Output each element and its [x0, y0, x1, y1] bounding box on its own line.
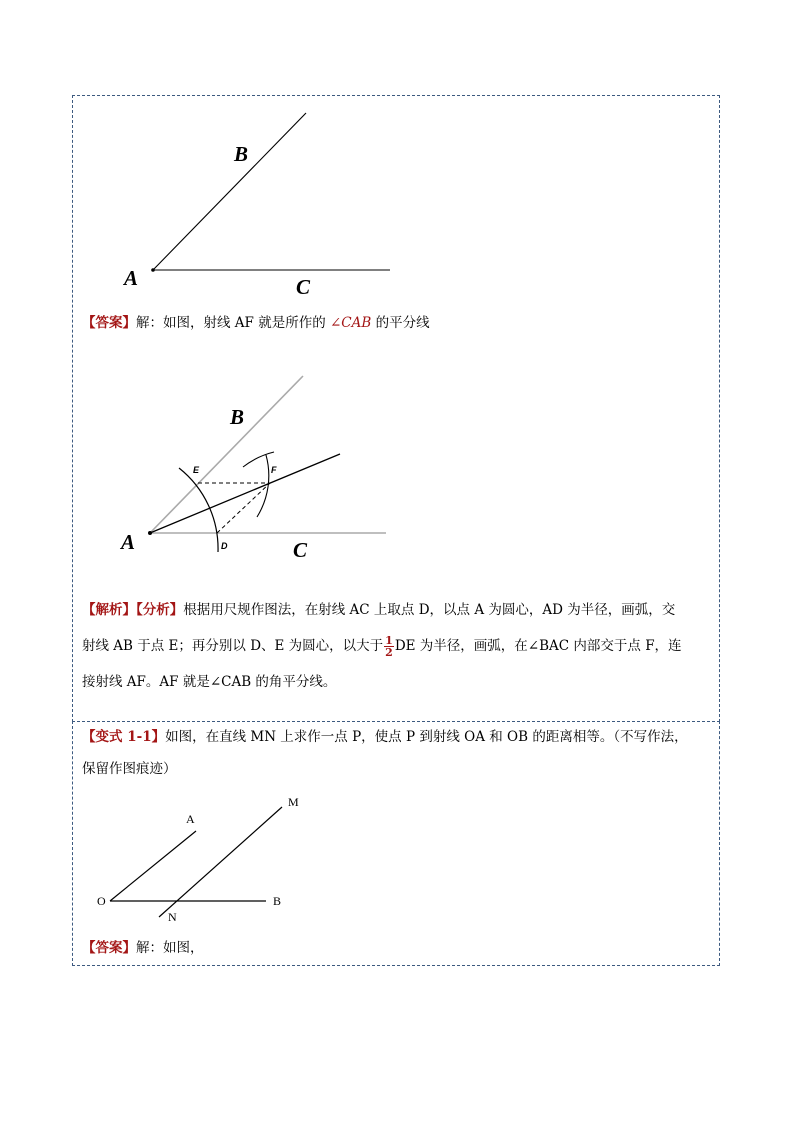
label-n: N — [168, 910, 177, 924]
fraction-one-half — [384, 635, 394, 658]
arc-centered-d — [243, 452, 274, 467]
analysis-line-2 — [82, 628, 714, 664]
fraction-numerator: 1 — [385, 634, 393, 647]
answer-text: 解：如图，射线 AF 就是所作的 — [136, 315, 326, 331]
analysis-line-1 — [82, 592, 714, 628]
analysis-text-2a: 射线 AB 于点 E；再分别以 D、E 为圆心，以大于 — [82, 638, 384, 654]
ray-ab — [150, 376, 303, 533]
variant-paragraph — [82, 721, 714, 785]
label-c: C — [296, 275, 311, 299]
analysis-subtag: 【分析】 — [136, 602, 184, 618]
label-o: O — [97, 894, 106, 908]
vertex-a-point — [151, 268, 155, 272]
label-b: B — [230, 405, 245, 429]
figure-angle-bisector — [118, 372, 393, 562]
vertex-a-point — [148, 531, 152, 535]
label-m: M — [288, 795, 299, 809]
ray-ab — [153, 113, 306, 270]
variant-tag: 【变式 1-1】 — [82, 729, 166, 745]
variant-text-1: 如图，在直线 MN 上求作一点 P，使点 P 到射线 OA 和 OB 的距离相等。（不写作法， — [165, 729, 688, 745]
variant-text-2: 保留作图痕迹） — [82, 761, 177, 777]
analysis-paragraph — [82, 592, 714, 700]
answer-text: 解：如图， — [136, 940, 204, 956]
variant-line-1 — [82, 721, 714, 753]
analysis-text-2b: DE 为半径，画弧，在∠BAC 内部交于点 F，连 — [394, 638, 682, 654]
label-d: D — [221, 541, 228, 551]
label-b: B — [234, 142, 249, 166]
analysis-text-1: 根据用尺规作图法，在射线 AC 上取点 D，以点 A 为圆心，AD 为半径，画弧，交 — [183, 602, 676, 618]
ray-oa — [110, 831, 196, 901]
answer-text-after: 的平分线 — [371, 315, 430, 331]
label-a: A — [124, 266, 139, 290]
angle-cab-symbol: ∠CAB — [330, 315, 372, 331]
label-a: A — [186, 812, 195, 826]
label-a: A — [121, 530, 136, 554]
label-b: B — [273, 894, 282, 908]
analysis-line-3 — [82, 664, 714, 700]
analysis-text-3: 接射线 AF。AF 就是∠CAB 的角平分线。 — [82, 674, 337, 690]
answer-2 — [82, 932, 714, 964]
fraction-denominator: 2 — [385, 646, 393, 659]
label-c: C — [293, 538, 308, 562]
arc-centered-a — [179, 468, 218, 552]
answer-tag: 【答案】 — [82, 315, 136, 331]
label-e: E — [193, 465, 200, 475]
figure-angle-cab — [120, 108, 400, 303]
answer-tag: 【答案】 — [82, 940, 136, 956]
label-f: F — [271, 465, 277, 475]
answer-1 — [82, 305, 714, 341]
figure-rays-and-line-mn — [92, 790, 302, 930]
analysis-tag: 【解析】 — [82, 602, 136, 618]
variant-line-2 — [82, 753, 714, 785]
